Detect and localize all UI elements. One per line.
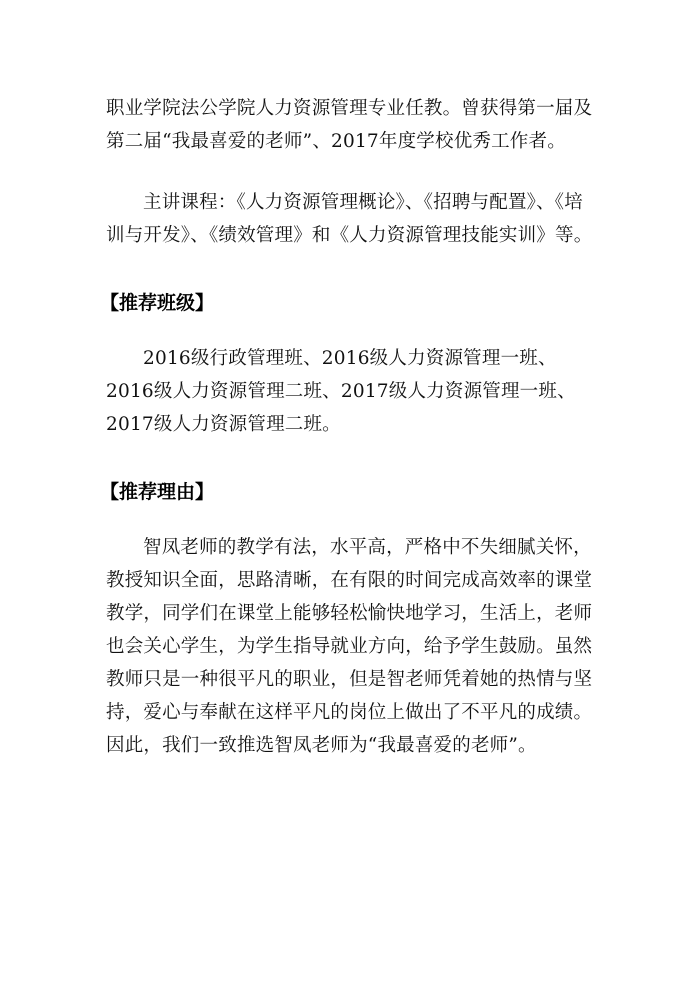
recommended-classes-heading: 【推荐班级】 bbox=[100, 292, 215, 314]
courses-paragraph: 主讲课程：《人力资源管理概论》、《招聘与配置》、《培训与开发》、《绩效管理》和《人力资源管理技能实训》等。 bbox=[106, 192, 593, 246]
recommendation-reason-heading: 【推荐理由】 bbox=[100, 481, 215, 503]
recommended-classes-body: 2016级行政管理班、2016级人力资源管理一班、2016级人力资源管理二班、2017级人力资源管理一班、2017级人力资源管理二班。 bbox=[106, 348, 576, 435]
recommendation-reason-body: 智凤老师的教学有法，水平高，严格中不失细腻关怀，教授知识全面，思路清晰，在有限的时间完成高效率的课堂教学，同学们在课堂上能够轻松愉快地学习，生活上，老师也会关心学生，为学生指导就业方向，给予学生鼓励。虽然教师只是一种很平凡的职业，但是智老师凭着她的热情与坚持，爱心与奉献在这样平凡的岗位上做出了不平凡的成绩。因此，我们一致推选智凤老师为“我最喜爱的老师”。 bbox=[106, 537, 593, 756]
intro-paragraph: 职业学院法公学院人力资源管理专业任教。曾获得第一届及第二届“我最喜爱的老师”、2017年度学校优秀工作者。 bbox=[106, 98, 593, 152]
